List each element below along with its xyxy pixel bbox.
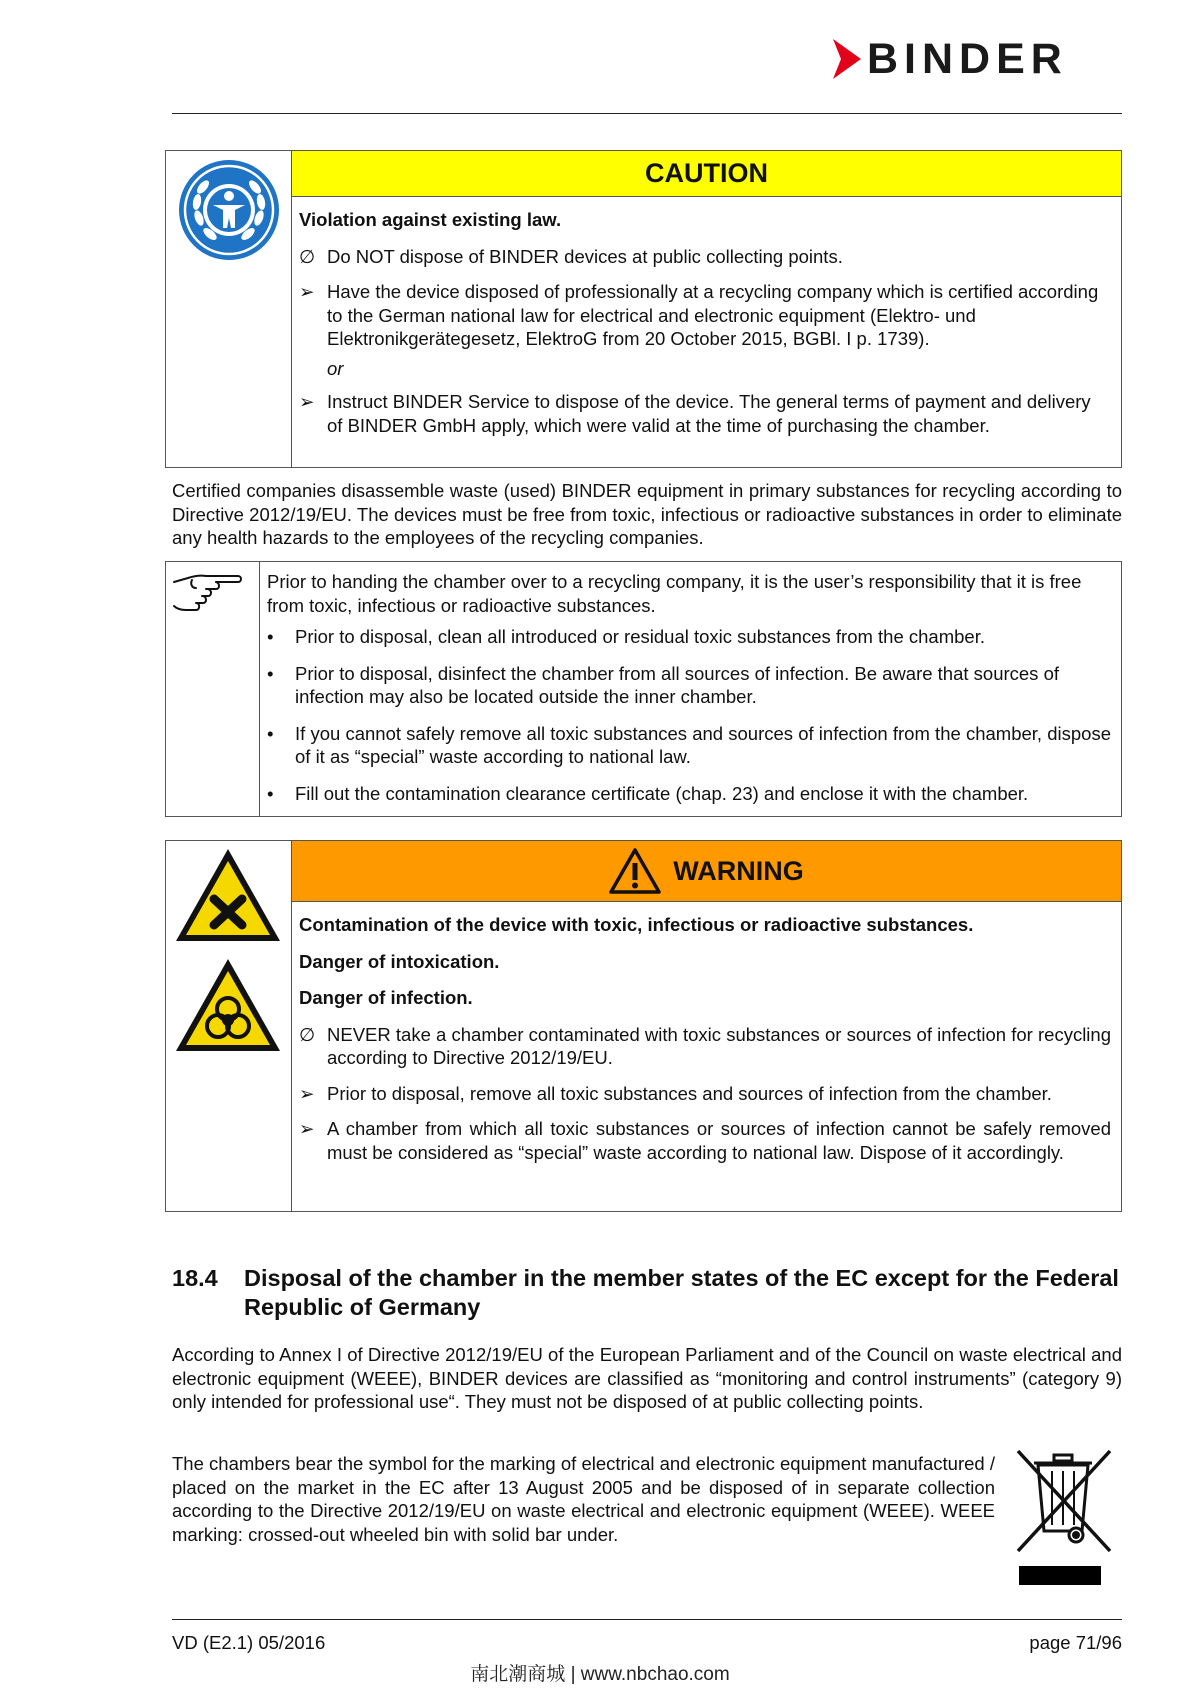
footer-rule [172,1619,1122,1620]
warning-box [165,840,1122,1212]
recycling-paragraph: Certified companies disassemble waste (used) BINDER equipment in primary substances for recycling according to Directive 2012/19/EU. The devices must be free from toxic, infectious or radioactive substances in order to eliminate any health hazards to the employees of the recycling companies. [172,480,1122,548]
binder-logo [833,34,1068,83]
harmful-substance-icon [174,847,282,943]
section-title: Disposal of the chamber in the member states of the EC except for the Federal Republic of Germany [244,1265,1119,1320]
list-item: • Prior to disposal, clean all introduced or residual toxic substances from the chamber. [267,626,985,647]
caution-content [299,208,1111,437]
warning-heading: Danger of intoxication. [299,950,500,972]
list-item: ➢ A chamber from which all toxic substances or sources of infection cannot be safely removed must be considered as “special” waste according to national law. Dispose of it accordingly. [299,1118,1111,1163]
bullet: • [267,782,274,804]
warning-heading: Contamination of the device with toxic, infectious or radioactive substances. [299,914,974,935]
list-item: ∅ NEVER take a chamber contaminated with toxic substances or sources of infection for recycling according to Directive 2012/19/EU. [299,1023,1111,1068]
footer-version: VD (E2.1) 05/2016 [172,1632,326,1653]
arrow-marker: ➢ [299,391,315,412]
warning-banner-label: WARNING [673,855,804,886]
bullet: • [267,722,274,744]
list-item: ➢ Instruct BINDER Service to dispose of the device. The general terms of payment and delivery of BINDER GmbH apply, which were valid at the time of purchasing the chamber. [299,391,1091,436]
list-item: • Fill out the contamination clearance certificate (chap. 23) and enclose it with the chamber. [267,782,1029,804]
prohibition-marker: ∅ [299,245,316,267]
warning-banner [292,841,1121,902]
footer-page-number: page 71/96 [1029,1632,1122,1653]
crossed-out-wheeled-bin-icon [1016,1449,1112,1553]
bullet: • [267,662,274,684]
caution-title: Violation against existing law. [299,209,562,230]
binder-logo-mark-icon [833,39,861,79]
section-number: 18.4 [172,1265,218,1291]
list-item: ∅ Do NOT dispose of BINDER devices at public collecting points. [299,245,843,267]
arrow-marker: ➢ [299,281,315,302]
section-heading [172,1264,1122,1322]
list-item: ➢ Prior to disposal, remove all toxic substances and sources of infection from the chamber. [299,1082,1052,1104]
note-intro: Prior to handing the chamber over to a recycling company, it is the user’s responsibility that it is free from toxic, infectious or radioactive substances. [267,571,1082,616]
list-item: ➢ Have the device disposed of professionally at a recycling company which is certified according to the German national law for electrical and electronic equipment (Elektro- und Elektronikgerätegesetz, ElektroG from 20 October 2015, BGBl. I p. 1739). [299,281,1099,349]
footer-watermark: 南北潮商城 | www.nbchao.com [470,1664,730,1685]
note-content [267,570,1111,805]
arrow-marker: ➢ [299,1082,315,1104]
annex-paragraph: According to Annex I of Directive 2012/19/EU of the European Parliament and of the Council on waste electrical and electronic equipment (WEEE), BINDER devices are classified as “monitoring and control instruments” (category 9) only intended for professional use“. They must not be disposed of at public collecting points. [172,1344,1122,1412]
caution-banner: CAUTION [292,151,1121,197]
weee-paragraph: The chambers bear the symbol for the marking of electrical and electronic equipment manufactured / placed on the market in the EC after 13 August 2005 and be disposed of in separate collection according to the Directive 2012/19/EU on waste electrical and electronic equipment (WEEE). WEEE marking: crossed-out wheeled bin with solid bar under. [172,1453,995,1545]
caution-box [165,150,1122,468]
biohazard-icon [174,957,282,1053]
header-rule [172,113,1122,114]
logo-text: BINDER [867,34,1068,83]
note-box [165,561,1122,817]
warning-content [299,913,1111,1164]
or-separator: or [327,357,344,379]
arrow-marker: ➢ [299,1118,315,1139]
pointing-hand-icon [172,570,244,618]
list-item: • If you cannot safely remove all toxic substances and sources of infection from the chamber, dispose of it as “special” waste according to national law. [267,722,1111,767]
weee-solid-bar [1019,1566,1101,1585]
list-item [299,357,1111,381]
list-item: • Prior to disposal, disinfect the chamber from all sources of infection. Be aware that sources of infection may also be located outside the inner chamber. [267,662,1060,707]
warning-heading: Danger of infection. [299,987,473,1008]
warning-triangle-icon [609,848,661,894]
bullet: • [267,626,274,647]
prohibition-marker: ∅ [299,1023,316,1045]
environment-seal-icon [177,158,281,262]
